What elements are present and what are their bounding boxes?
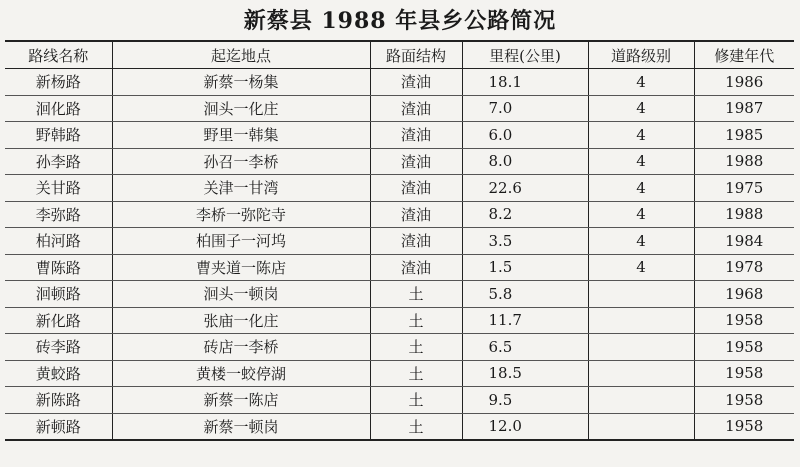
year-cell: 1987 — [694, 95, 794, 122]
route-name-cell: 新杨路 — [5, 69, 112, 96]
surface-cell: 渣油 — [370, 201, 462, 228]
table-row — [5, 360, 794, 387]
year-cell: 1988 — [694, 201, 794, 228]
surface-cell: 渣油 — [370, 228, 462, 255]
year-cell: 1985 — [694, 122, 794, 149]
endpoints-cell: 张庙一化庄 — [112, 307, 370, 334]
endpoints-cell: 新蔡一杨集 — [112, 69, 370, 96]
year-cell: 1958 — [694, 307, 794, 334]
surface-cell: 渣油 — [370, 122, 462, 149]
table-row — [5, 254, 794, 281]
route-name-cell: 野韩路 — [5, 122, 112, 149]
length-cell: 18.1 — [462, 69, 588, 96]
surface-cell: 土 — [370, 281, 462, 308]
grade-cell — [588, 387, 694, 414]
route-name-cell: 李弥路 — [5, 201, 112, 228]
route-name-cell: 孙李路 — [5, 148, 112, 175]
table-row — [5, 281, 794, 308]
endpoints-cell: 柏围子一河坞 — [112, 228, 370, 255]
grade-cell — [588, 360, 694, 387]
year-cell: 1984 — [694, 228, 794, 255]
year-cell: 1968 — [694, 281, 794, 308]
table-row — [5, 122, 794, 149]
year-cell: 1978 — [694, 254, 794, 281]
grade-cell: 4 — [588, 228, 694, 255]
route-name-cell: 砖李路 — [5, 334, 112, 361]
grade-cell: 4 — [588, 148, 694, 175]
surface-cell: 渣油 — [370, 69, 462, 96]
road-table — [5, 40, 794, 441]
endpoints-cell: 新蔡一陈店 — [112, 387, 370, 414]
year-cell: 1958 — [694, 334, 794, 361]
endpoints-cell: 关津一甘湾 — [112, 175, 370, 202]
endpoints-cell: 砖店一李桥 — [112, 334, 370, 361]
header-road-grade: 道路级别 — [588, 41, 694, 69]
endpoints-cell: 新蔡一顿岗 — [112, 413, 370, 440]
table-row — [5, 148, 794, 175]
length-cell: 6.5 — [462, 334, 588, 361]
table-header-row — [5, 41, 794, 69]
header-route-name: 路线名称 — [5, 41, 112, 69]
surface-cell: 渣油 — [370, 148, 462, 175]
surface-cell: 土 — [370, 387, 462, 414]
route-name-cell: 新化路 — [5, 307, 112, 334]
endpoints-cell: 洄头一化庄 — [112, 95, 370, 122]
table-row — [5, 228, 794, 255]
header-surface: 路面结构 — [370, 41, 462, 69]
surface-cell: 渣油 — [370, 175, 462, 202]
table-row — [5, 334, 794, 361]
route-name-cell: 新陈路 — [5, 387, 112, 414]
surface-cell: 渣油 — [370, 254, 462, 281]
surface-cell: 渣油 — [370, 95, 462, 122]
grade-cell: 4 — [588, 122, 694, 149]
length-cell: 6.0 — [462, 122, 588, 149]
header-length: 里程(公里) — [462, 41, 588, 69]
table-row — [5, 175, 794, 202]
surface-cell: 土 — [370, 307, 462, 334]
length-cell: 8.0 — [462, 148, 588, 175]
year-cell: 1958 — [694, 360, 794, 387]
year-cell: 1958 — [694, 387, 794, 414]
surface-cell: 土 — [370, 360, 462, 387]
grade-cell: 4 — [588, 95, 694, 122]
route-name-cell: 曹陈路 — [5, 254, 112, 281]
endpoints-cell: 洄头一顿岗 — [112, 281, 370, 308]
length-cell: 12.0 — [462, 413, 588, 440]
endpoints-cell: 黄楼一蛟停湖 — [112, 360, 370, 387]
route-name-cell: 柏河路 — [5, 228, 112, 255]
endpoints-cell: 野里一韩集 — [112, 122, 370, 149]
surface-cell: 土 — [370, 413, 462, 440]
table-row — [5, 307, 794, 334]
year-cell: 1988 — [694, 148, 794, 175]
year-cell: 1958 — [694, 413, 794, 440]
length-cell: 22.6 — [462, 175, 588, 202]
endpoints-cell: 李桥一弥陀寺 — [112, 201, 370, 228]
length-cell: 8.2 — [462, 201, 588, 228]
grade-cell: 4 — [588, 254, 694, 281]
grade-cell: 4 — [588, 175, 694, 202]
table-row — [5, 201, 794, 228]
endpoints-cell: 曹夹道一陈店 — [112, 254, 370, 281]
length-cell: 18.5 — [462, 360, 588, 387]
table-row — [5, 69, 794, 96]
route-name-cell: 关甘路 — [5, 175, 112, 202]
grade-cell: 4 — [588, 69, 694, 96]
header-build-year: 修建年代 — [694, 41, 794, 69]
length-cell: 3.5 — [462, 228, 588, 255]
table-row — [5, 413, 794, 440]
year-cell: 1986 — [694, 69, 794, 96]
table-title: 新蔡县 1988 年县乡公路简况 — [243, 8, 557, 34]
route-name-cell: 洄顿路 — [5, 281, 112, 308]
route-name-cell: 新顿路 — [5, 413, 112, 440]
length-cell: 5.8 — [462, 281, 588, 308]
grade-cell: 4 — [588, 201, 694, 228]
grade-cell — [588, 281, 694, 308]
length-cell: 11.7 — [462, 307, 588, 334]
route-name-cell: 洄化路 — [5, 95, 112, 122]
grade-cell — [588, 307, 694, 334]
length-cell: 9.5 — [462, 387, 588, 414]
route-name-cell: 黄蛟路 — [5, 360, 112, 387]
length-cell: 1.5 — [462, 254, 588, 281]
endpoints-cell: 孙召一李桥 — [112, 148, 370, 175]
grade-cell — [588, 334, 694, 361]
grade-cell — [588, 413, 694, 440]
year-cell: 1975 — [694, 175, 794, 202]
surface-cell: 土 — [370, 334, 462, 361]
header-endpoints: 起迄地点 — [112, 41, 370, 69]
table-row — [5, 95, 794, 122]
length-cell: 7.0 — [462, 95, 588, 122]
table-row — [5, 387, 794, 414]
